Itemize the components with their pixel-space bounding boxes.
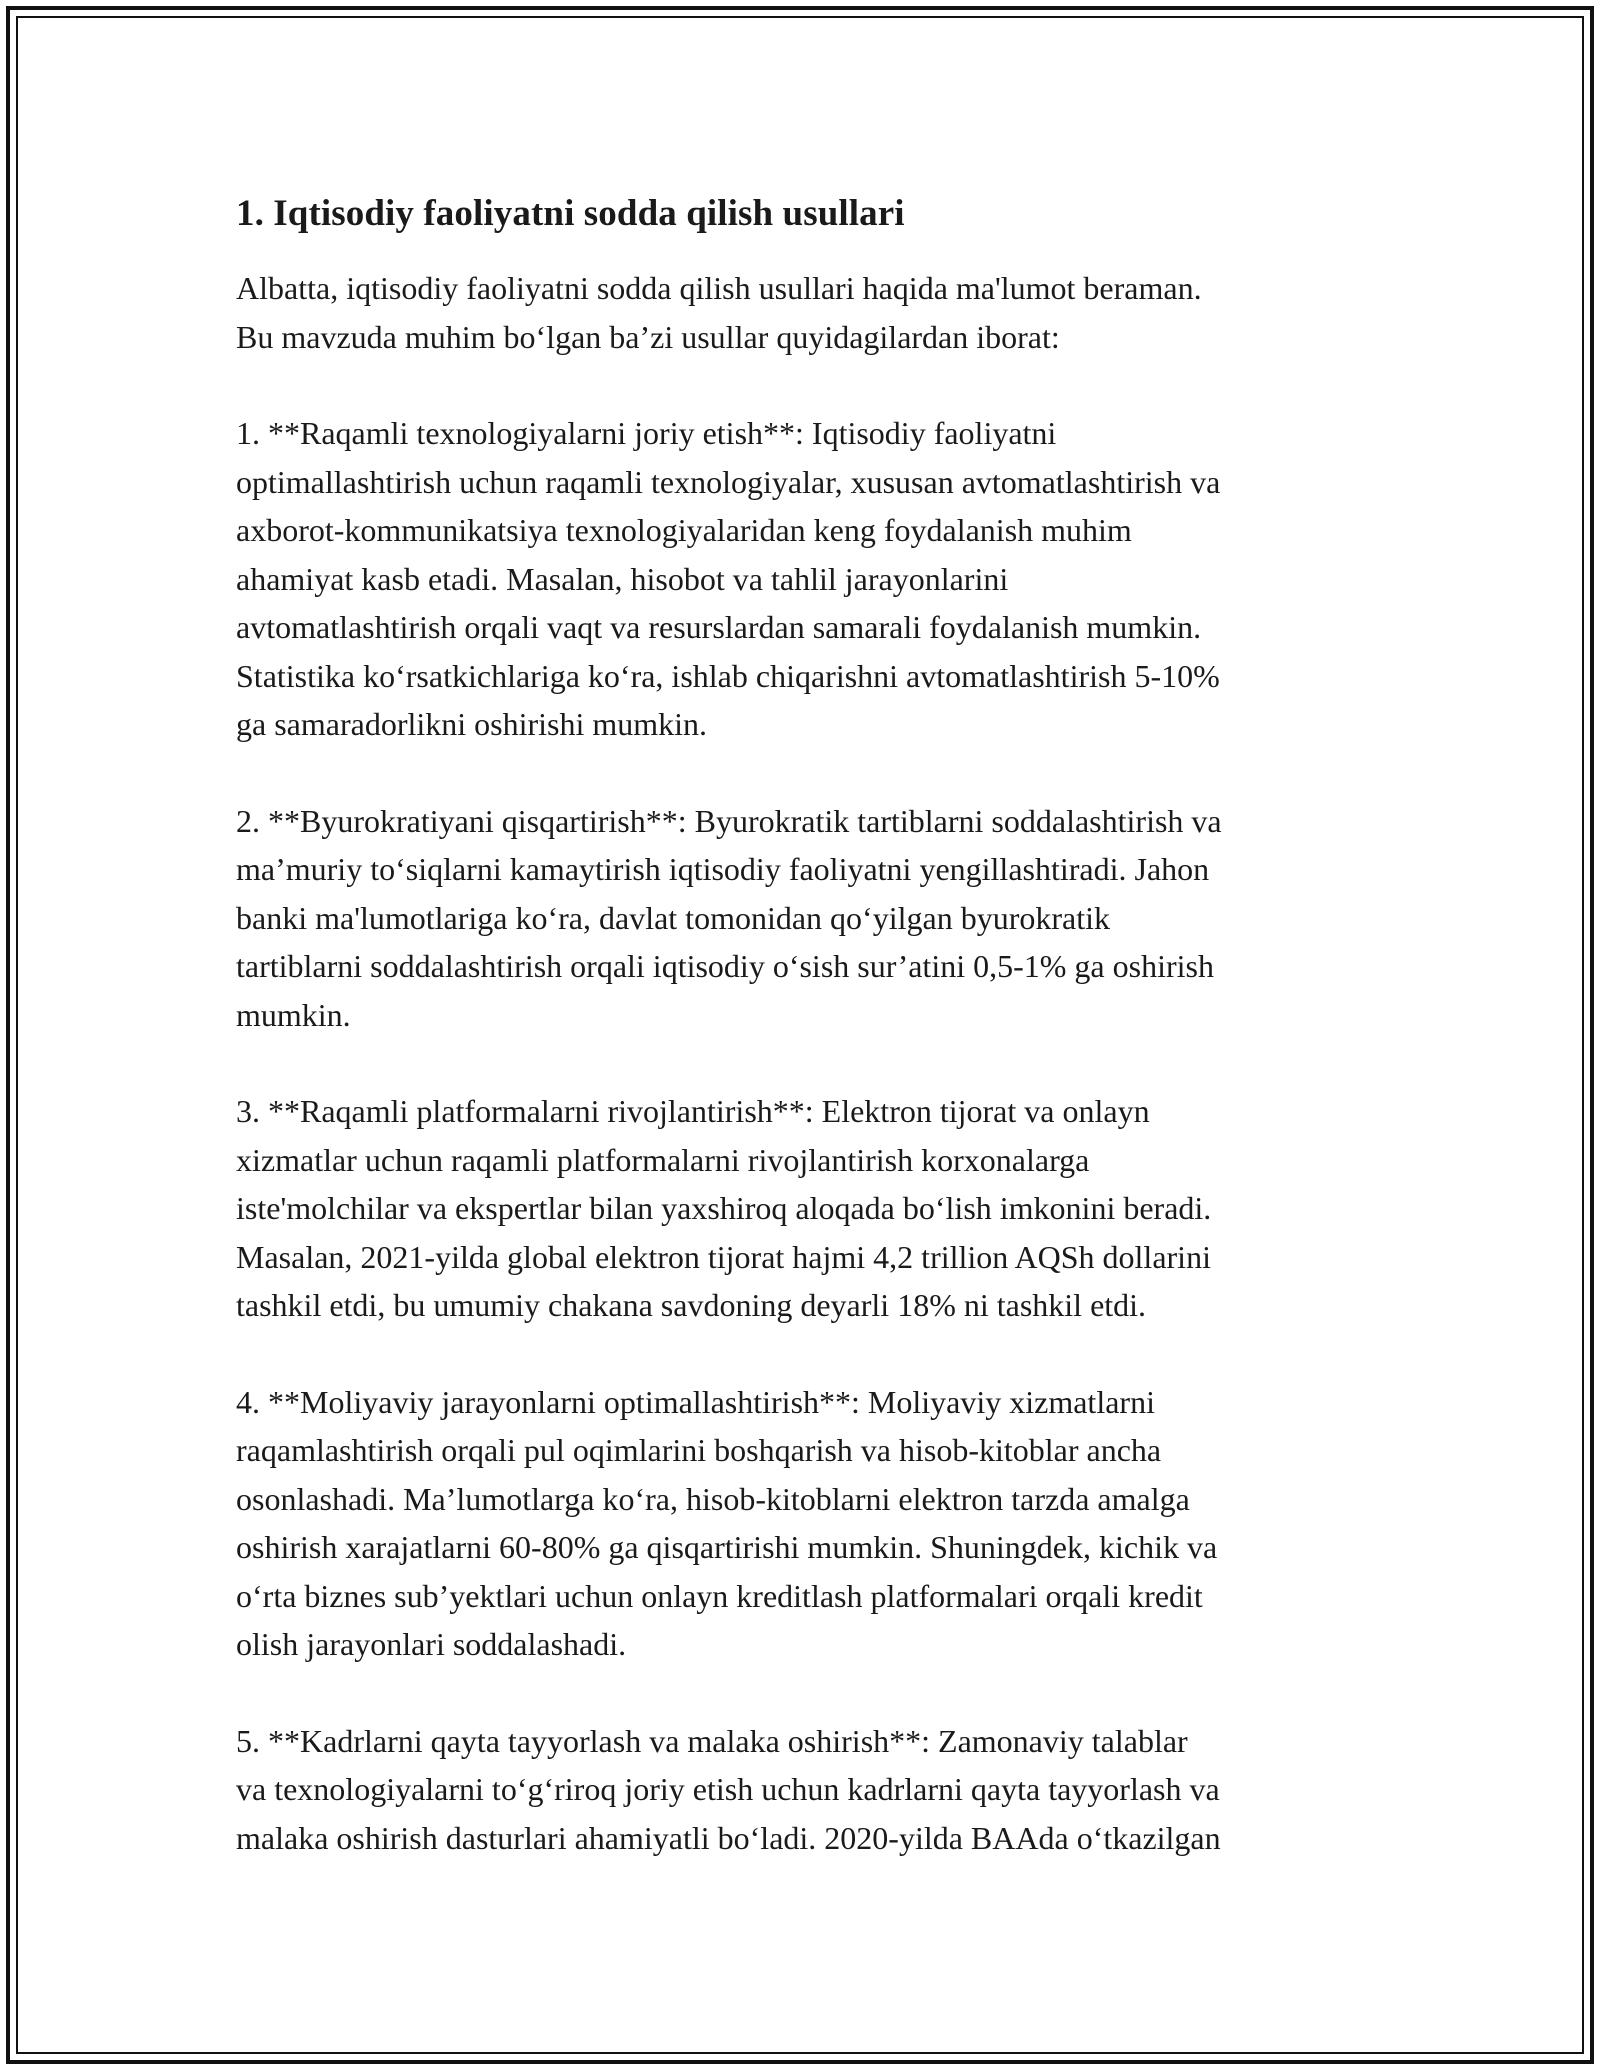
list-item-1-paragraph: 1. **Raqamli texnologiyalarni joriy etish**: Iqtisodiy faoliyatni optimallashtirish uchun raqamli texnologiyalar, xususan avtomatlashtirish va axborot-kommunikatsiya texnologiyalaridan keng foydalanish muhim ahamiyat kasb etadi. Masalan, hisobot va tahlil jarayonlarini avtomatlashtirish orqali vaqt va resurslardan samarali foydalanish mumkin. Statistika ko‘rsatkichlariga ko‘ra, ishlab chiqarishni avtomatlashtirish 5-10% ga samaradorlikni oshirishi mumkin. bbox=[236, 415, 1221, 742]
document-title: 1. Iqtisodiy faoliyatni sodda qilish usullari bbox=[236, 193, 905, 234]
list-item-3-paragraph: 3. **Raqamli platformalarni rivojlantirish**: Elektron tijorat va onlayn xizmatlar uchun raqamli platformalarni rivojlantirish korxonalarga iste'molchilar va ekspertlar bilan yaxshiroq aloqada bo‘lish imkonini beradi. Masalan, 2021-yilda global elektron tijorat hajmi 4,2 trillion AQSh dollarini tashkil etdi, bu umumiy chakana savdoning deyarli 18% ni tashkil etdi. bbox=[236, 1093, 1212, 1323]
list-item-2-paragraph: 2. **Byurokratiyani qisqartirish**: Byurokratik tartiblarni soddalashtirish va ma’muriy to‘siqlarni kamaytirish iqtisodiy faoliyatni yengillashtiradi. Jahon banki ma'lumotlariga ko‘ra, davlat tomonidan qo‘yilgan byurokratik tartiblarni soddalashtirish orqali iqtisodiy o‘sish sur’atini 0,5-1% ga oshirish mumkin. bbox=[236, 802, 1222, 1033]
document-body bbox=[236, 188, 1366, 1910]
list-item-4-paragraph: 4. **Moliyaviy jarayonlarni optimallashtirish**: Moliyaviy xizmatlarni raqamlashtirish orqali pul oqimlarini boshqarish va hisob-kitoblar ancha osonlashadi. Ma’lumotlarga ko‘ra, hisob-kitoblarni elektron tarzda amalga oshirish xarajatlarni 60-80% ga qisqartirishi mumkin. Shuningdek, kichik va o‘rta biznes sub’yektlari uchun onlayn kreditlash platformalari orqali kredit olish jarayonlari soddalashadi. bbox=[236, 1383, 1218, 1662]
intro-paragraph: Albatta, iqtisodiy faoliyatni sodda qilish usullari haqida ma'lumot beraman. Bu mavzuda muhim bo‘lgan ba’zi usullar quyidagilardan iborat: bbox=[236, 270, 1202, 355]
list-item-5-paragraph: 5. **Kadrlarni qayta tayyorlash va malaka oshirish**: Zamonaviy talablar va texnologiyalarni to‘g‘riroq joriy etish uchun kadrlarni qayta tayyorlash va malaka oshirish dasturlari ahamiyatli bo‘ladi. 2020-yilda BAAda o‘tkazilgan bbox=[236, 1722, 1221, 1856]
